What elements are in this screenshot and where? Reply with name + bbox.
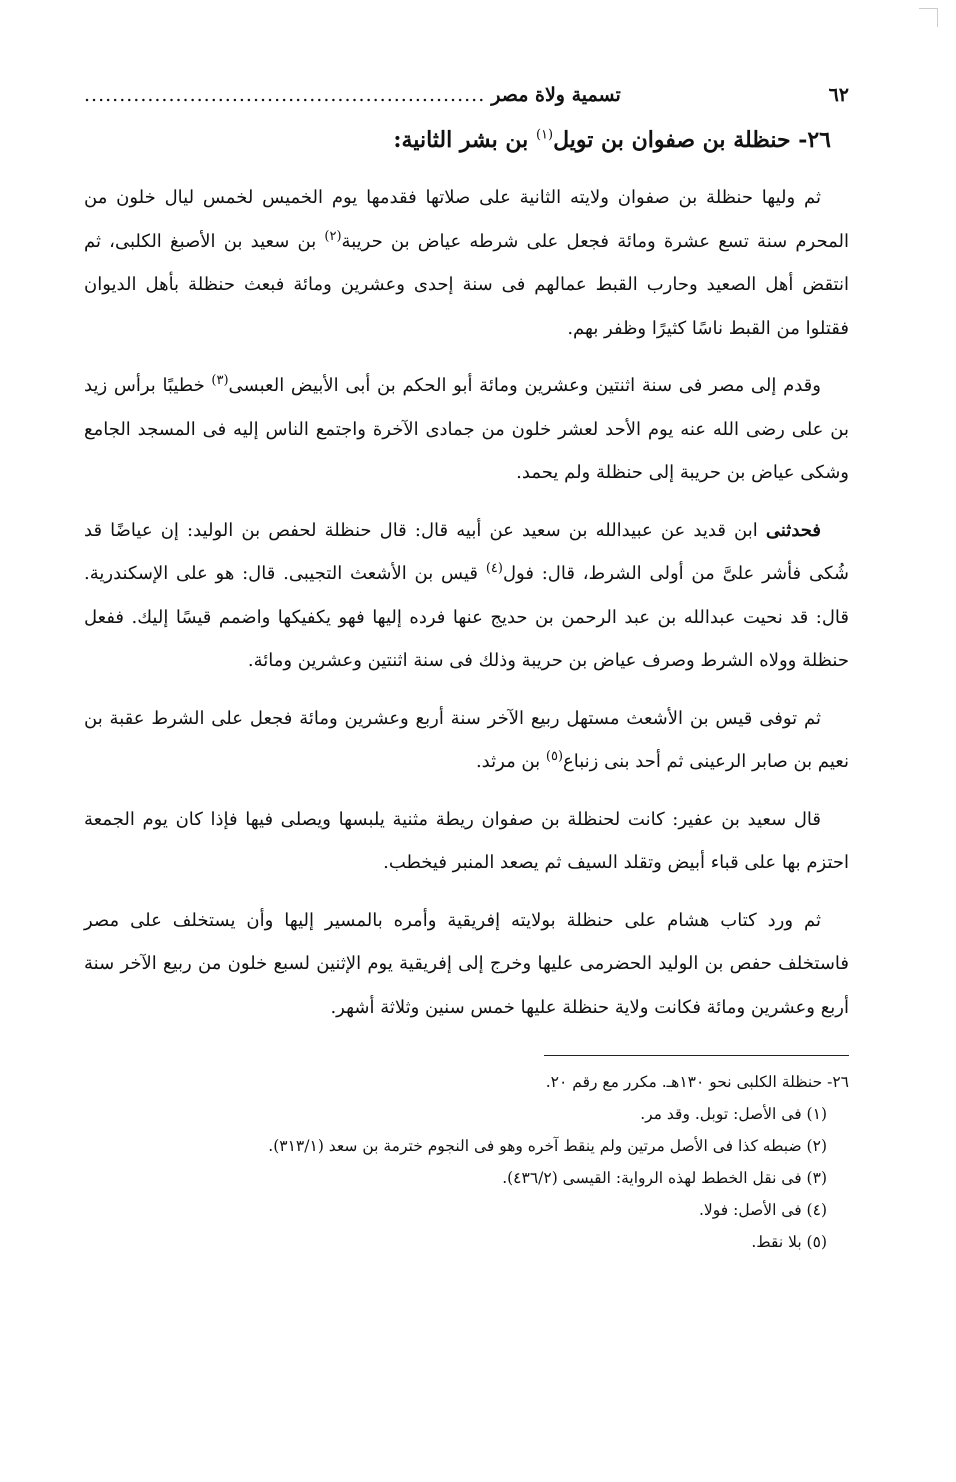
section-title-suffix: بن بشر الثانية: (393, 127, 536, 153)
paragraph-2-part-a: وقدم إلى مصر فى سنة اثنتين وعشرين ومائة أبو الحكم بن أبى الأبيض العبسى (228, 375, 821, 396)
paragraph-2-part-b: خطيبًا برأس زيد بن على رضى الله عنه يوم الأحد لعشر خلون من جمادى الآخرة واجتمع الناس إليه فى المسجد الجامع وشكى عياض بن حريبة إلى حنظلة ولم يحمد. (84, 375, 849, 483)
footnote-separator (544, 1055, 849, 1056)
footnote-2: (٢) ضبطه كذا فى الأصل مرتين ولم ينقط آخره وهو فى النجوم خترمة بن سعد (٣١٣/١). (268, 1137, 827, 1155)
paragraph-1 (84, 176, 849, 350)
footnote-3: (٣) فى نقل الخطط لهذه الرواية: القيسى (٤٣٦/٢). (502, 1169, 827, 1187)
footnote-5: (٥) بلا نقط. (751, 1233, 827, 1251)
footnotes (84, 1066, 849, 1258)
page-content (84, 78, 849, 1258)
page-corner-mark (919, 8, 938, 27)
leader-dots: ......................................................... (84, 84, 486, 106)
paragraph-1-part-b: بن سعيد بن الأصبغ الكلبى، ثم انتقض أهل الصعيد وحارب القبط عمالهم فى سنة إحدى وعشرين ومائة فبعث حنظلة بأهل الديوان فقتلوا من القبط ناسًا كثيرًا وظفر بهم. (84, 230, 849, 339)
section-title-prefix: ٢٦- حنظلة بن صفوان بن تويل (553, 127, 831, 153)
paragraph-6: ثم ورد كتاب هشام على حنظلة بولايته إفريقية وأمره بالمسير إليها وأن يستخلف على مصر فاستخلف حفص بن الوليد الحضرمى عليها وخرج إلى إفريقية يوم الإثنين لسبع خلون من ربيع الآخر سنة أربع وعشرين ومائة فكانت ولاية حنظلة عليها خمس سنين وثلاثة أشهر. (84, 909, 849, 1018)
running-header (84, 78, 849, 112)
paragraph-4-part-b: بن مرثد. (475, 751, 546, 772)
paragraph-3-part-b: قيس بن الأشعث التجيبى. قال: هو على الإسكندرية. قال: قد نحيت عبدالله بن عبد الرحمن بن حديج عنها فرده إليها فهو يكفيكها واضمم قيسًا إليك. ففعل حنظلة وولاه الشرط وصرف عياض بن حريبة وذلك فى سنة اثنتين وعشرين ومائة. (84, 563, 849, 671)
footnote-ref-3: (٣) (211, 373, 229, 388)
paragraph-1-part-a: ثم وليها حنظلة بن صفوان ولايته الثانية على صلاتها فقدمها يوم الخميس لخمس ليال خلون من المحرم سنة تسع عشرة ومائة فجعل على شرطه عياض بن حريبة (84, 187, 849, 252)
footnote-4: (٤) فى الأصل: فولا. (699, 1201, 827, 1219)
paragraph-3 (84, 509, 849, 683)
paragraph-3-part-a: ابن قديد عن عبيدالله بن سعيد عن أبيه قال: قال حنظلة لحفص بن الوليد: إن عياضًا قد شُكى فأشر علىَّ من أولى الشرط، قال: فول (84, 519, 849, 584)
footnote-1: (١) فى الأصل: توبل. وقد مر. (640, 1105, 827, 1123)
footnote-main: ٢٦- حنظلة الكلبى نحو ١٣٠هـ. مكرر مع رقم ٢٠. (545, 1073, 849, 1091)
paragraph-3-lead-word: فحدثنى (765, 519, 821, 541)
footnote-ref-1: (١) (535, 127, 554, 143)
footnote-ref-2: (٢) (324, 228, 342, 244)
footnote-ref-4: (٤) (485, 561, 503, 576)
paragraph-4 (84, 697, 849, 784)
running-title: تسمية ولاة مصر (491, 84, 621, 106)
page-number: ٦٢ (828, 84, 849, 106)
paragraph-5: قال سعيد بن عفير: كانت لحنظلة بن صفوان ريطة مثنية يلبسها ويصلى فيها فإذا كان يوم الجمعة احتزم بها على قباء أبيض وتقلد السيف ثم يصعد المنبر فيخطب. (84, 808, 849, 873)
running-title-group (84, 78, 621, 112)
paragraph-2 (84, 364, 849, 495)
footnote-ref-5: (٥) (545, 749, 564, 764)
section-heading (84, 118, 831, 162)
paragraph-4-part-a: ثم توفى قيس بن الأشعث مستهل ربيع الآخر سنة أربع وعشرين ومائة فجعل على الشرط عقبة بن نعيم بن صابر الرعينى ثم أحد بنى زنباع (84, 707, 849, 772)
